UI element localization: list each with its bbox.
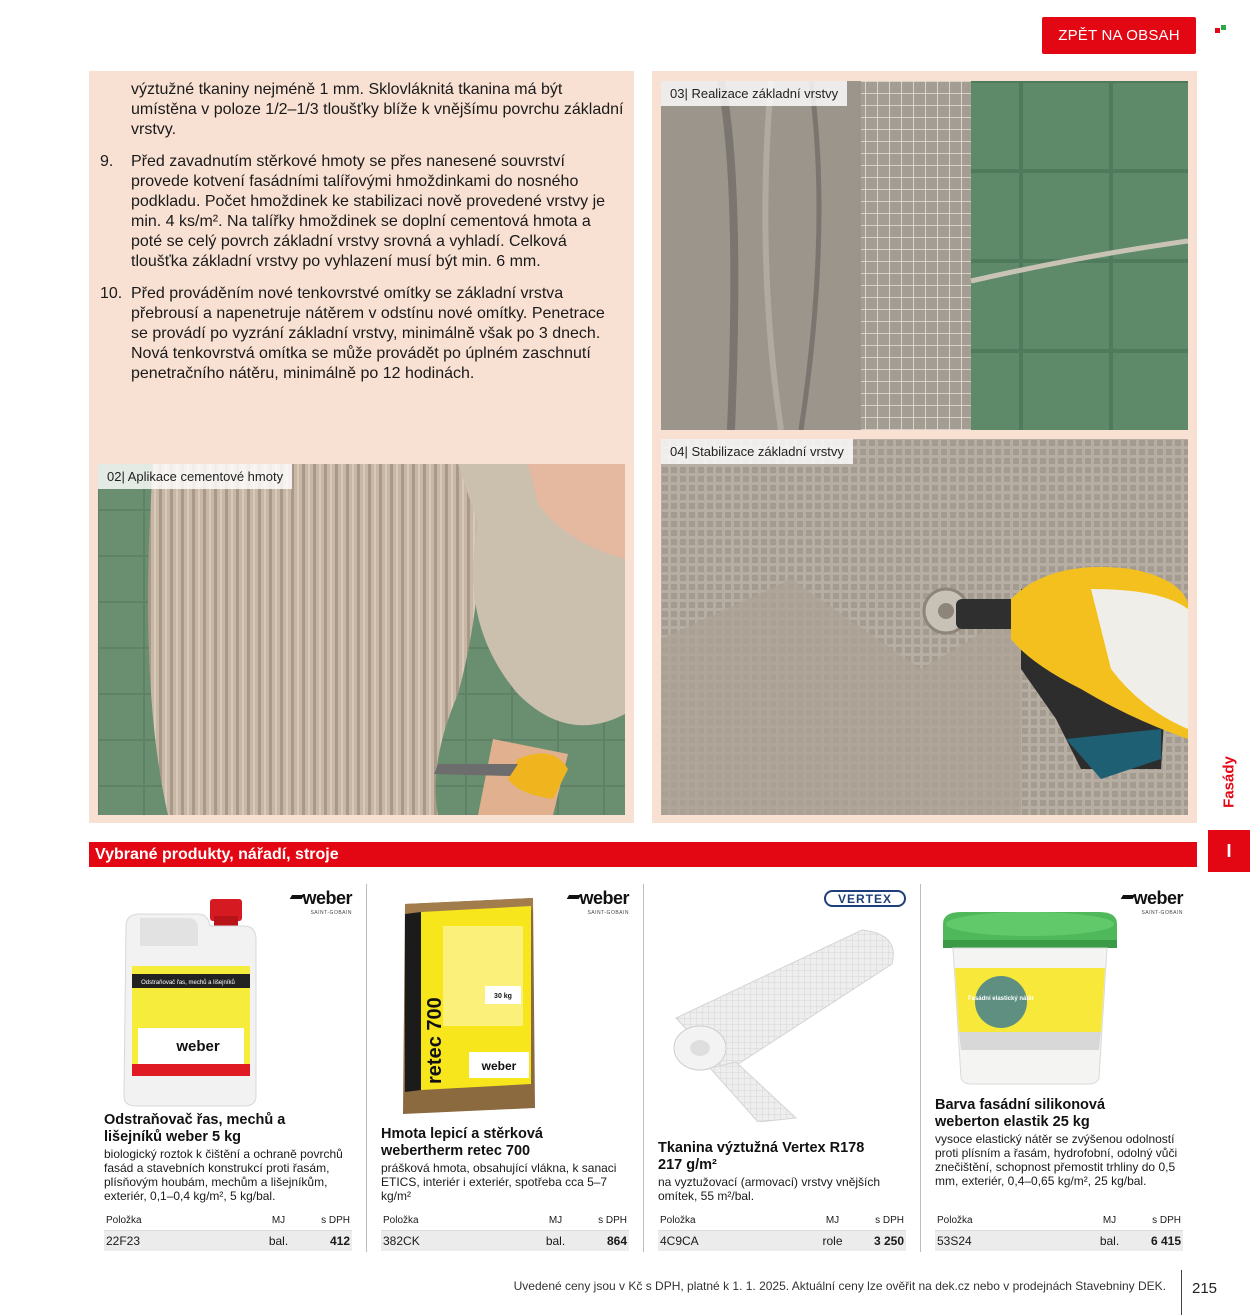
product-price-table: [935, 1211, 1183, 1251]
product-code: 22F23: [106, 1234, 141, 1248]
product-description: na vyztužovací (armovací) vrstvy vnějších omítek, 55 m²/bal.: [658, 1175, 881, 1203]
side-section-label[interactable]: [1214, 752, 1244, 812]
instruction-text: Před prováděním nové tenkovrstvé omítky se základní vrstva přebrousí a napenetruje nátěrem v odstínu nové omítky. Penetrace se provádí po vyzrání základní vrstvy, minimálně však po 3 dnech. Nová tenkovrstvá omítka se může provádět po úplném zaschnutí penetračního nátěru, minimálně po 12 hodinách.: [131, 285, 605, 382]
instruction-item-9: [100, 152, 626, 272]
product-description: prášková hmota, obsahující vlákna, k sanaci ETICS, interiér i exteriér, spotřeba cca 5–7 kg/m²: [381, 1161, 617, 1203]
product-card: [935, 884, 1183, 1254]
product-price: 6 415: [1150, 1234, 1181, 1248]
col-header-price: s DPH: [1152, 1215, 1181, 1226]
col-header-item: Položka: [660, 1215, 696, 1226]
product-price: 864: [606, 1234, 627, 1248]
weber-logo: [288, 888, 352, 916]
col-header-price: s DPH: [321, 1215, 350, 1226]
column-divider: [643, 884, 644, 1252]
product-description: vysoce elastický nátěr se zvýšenou odolností proti plísním a řasám, hydrofobní, odolný vůči znečištění, schopnost přemostit trhliny do 0,5 mm, exteriér, 0,4–0,65 kg/m², 25 kg/bal.: [935, 1132, 1178, 1188]
section-title-bar: Vybrané produkty, nářadí, stroje: [89, 842, 1197, 867]
footer-divider: [1181, 1270, 1182, 1315]
product-card: [104, 884, 352, 1254]
product-unit: bal.: [268, 1234, 289, 1248]
vertex-logo: VERTEX: [824, 890, 906, 907]
bucket-label: Fasádní elastický nátěr: [967, 996, 1035, 1002]
canister-brand: weber: [176, 1038, 220, 1055]
product-price: 3 250: [873, 1234, 904, 1248]
col-header-unit: MJ: [271, 1215, 286, 1226]
canister-label: Odstraňovač řas, mechů a lišejníků: [141, 980, 235, 986]
product-description: biologický roztok k čištění a ochraně povrchů fasád a stavebních konstrukcí proti řasám, plísňovým houbám, mechům a lišejníkům, exteriér, 0,1–0,4 kg/m², 5 kg/bal.: [104, 1147, 343, 1203]
price-note: Uvedené ceny jsou v Kč s DPH, platné k 1. 1. 2025. Aktuální ceny lze ověřit na dek.cz nebo v prodejnách Stavebniny DEK.: [513, 1279, 1166, 1293]
product-image-mesh-roll: [666, 922, 898, 1122]
photo-caption: 04| Stabilizace základní vrstvy: [661, 439, 853, 464]
dek-logo-icon: [1215, 25, 1227, 35]
weber-logo-subtext: SAINT-GOBAIN: [1141, 910, 1183, 916]
bag-label: retec 700: [424, 997, 446, 1084]
weber-logo: [565, 888, 629, 916]
weber-logo: [1119, 888, 1183, 916]
col-header-item: Položka: [106, 1215, 142, 1226]
product-title: Tkanina výztužná Vertex R178 217 g/m²: [658, 1140, 865, 1173]
product-image-canister: [118, 896, 258, 1108]
photo-cement-application: [98, 464, 625, 815]
product-card: [381, 884, 629, 1254]
product-price-table: [104, 1211, 352, 1251]
instructions-intro: výztužné tkaniny nejméně 1 mm. Sklovláknitá tkanina má být umístěna v poloze 1/2–1/3 tloušťky blíže k vnějšímu povrchu základní vrstvy.: [131, 81, 624, 138]
bag-brand: weber: [481, 1059, 517, 1073]
weber-logo-text: weber: [1133, 888, 1183, 908]
product-code: 4C9CA: [660, 1234, 699, 1248]
page-number: 215: [1192, 1280, 1218, 1297]
col-header-price: s DPH: [598, 1215, 627, 1226]
weber-logo-subtext: SAINT-GOBAIN: [587, 910, 629, 916]
photo-base-layer: [661, 81, 1188, 430]
side-section-letter[interactable]: I: [1208, 830, 1250, 872]
product-title: Hmota lepicí a stěrková webertherm retec 700: [381, 1126, 543, 1159]
side-section-text: Fasády: [1220, 756, 1238, 808]
product-unit: bal.: [1099, 1234, 1120, 1248]
photo-stabilization: [661, 439, 1188, 815]
column-divider: [366, 884, 367, 1252]
photo-caption: 03| Realizace základní vrstvy: [661, 81, 847, 106]
col-header-item: Položka: [383, 1215, 419, 1226]
back-to-contents-button[interactable]: ZPĚT NA OBSAH: [1042, 17, 1196, 54]
table-row: [658, 1231, 906, 1251]
product-code: 53S24: [937, 1234, 972, 1248]
product-image-bag: [399, 894, 539, 1116]
col-header-item: Položka: [937, 1215, 973, 1226]
product-code: 382CK: [383, 1234, 420, 1248]
product-card: [658, 884, 906, 1254]
col-header-price: s DPH: [875, 1215, 904, 1226]
weber-logo-text: weber: [302, 888, 352, 908]
product-title: Odstraňovač řas, mechů a lišejníků weber 5 kg: [104, 1112, 286, 1145]
table-row: [935, 1231, 1183, 1251]
product-title: Barva fasádní silikonová weberton elastik 25 kg: [935, 1097, 1106, 1130]
instructions-text: [100, 80, 626, 384]
column-divider: [920, 884, 921, 1252]
product-unit: bal.: [545, 1234, 566, 1248]
product-price-table: [658, 1211, 906, 1251]
table-row: [104, 1231, 352, 1251]
product-image-bucket: [939, 910, 1121, 1086]
instruction-number: 9.: [100, 153, 114, 170]
table-row: [381, 1231, 629, 1251]
col-header-unit: MJ: [548, 1215, 563, 1226]
col-header-unit: MJ: [825, 1215, 840, 1226]
bag-weight: 30 kg: [494, 993, 512, 1000]
product-unit: role: [822, 1234, 843, 1248]
photo-caption: 02| Aplikace cementové hmoty: [98, 464, 292, 489]
weber-logo-subtext: SAINT-GOBAIN: [310, 910, 352, 916]
col-header-unit: MJ: [1102, 1215, 1117, 1226]
instruction-text: Před zavadnutím stěrkové hmoty se přes nanesené souvrství provede kotvení fasádními talířovými hmoždinkami do nosného podkladu. Počet hmoždinek ke stabilizaci nově provedené vrstvy je min. 4 ks/m². Na talířky hmoždinek se doplní cementová hmota a poté se celý povrch základní vrstvy srovná a vyhladí. Celková tloušťka základní vrstvy po vyhlazení musí být min. 6 mm.: [131, 153, 606, 270]
product-price: 412: [329, 1234, 350, 1248]
instruction-item-10: [100, 284, 626, 384]
weber-logo-text: weber: [579, 888, 629, 908]
product-price-table: [381, 1211, 629, 1251]
instruction-number: 10.: [100, 285, 123, 302]
